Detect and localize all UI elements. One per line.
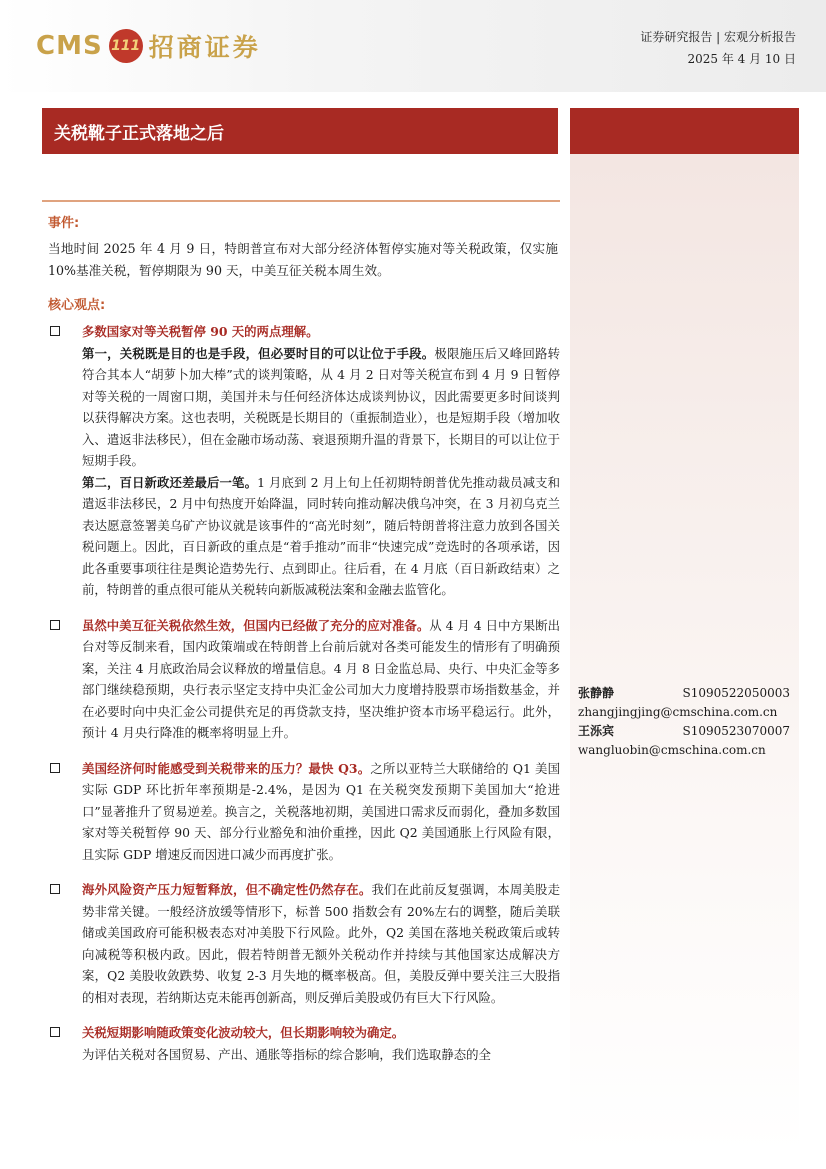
- report-type: 证券研究报告 | 宏观分析报告: [640, 30, 796, 44]
- event-label: 事件:: [48, 216, 80, 231]
- analyst-name: 王泺宾: [578, 724, 615, 738]
- point-heading: 关税短期影响随政策变化波动较大，但长期影响较为确定。: [82, 1025, 405, 1040]
- point-text: 1 月底到 2 月上旬上任初期特朗普优先推动裁员减支和遣返非法移民，2 月中旬热度开始降温，同时转向推动解决俄乌冲突，在 3 月初乌克兰表达愿意签署美乌矿产协议就是该事件的“高光时刻”，随后特朗普将注意力放到各国关税问题上。因此，百日新政的重点是“着手推动”而非“快速完成”竞选时的各项承诺，因此各重要事项往往是舆论造势先行、点到即止。往后看，在 4 月底（百日新政结束）之前，特朗普的重点很可能从关税转向新版减税法案和金融去监管化。: [82, 474, 560, 597]
- checkbox-bullet-icon: [50, 326, 60, 336]
- list-item: [48, 1022, 560, 1065]
- report-title: 关税靴子正式落地之后: [54, 123, 224, 144]
- checkbox-bullet-icon: [50, 620, 60, 630]
- analyst-email[interactable]: wangluobin@cmschina.com.cn: [578, 743, 766, 757]
- section-divider: [42, 200, 560, 202]
- core-label: 核心观点:: [48, 298, 106, 313]
- list-item: [48, 615, 560, 744]
- report-date: 2025 年 4 月 10 日: [687, 52, 796, 66]
- analyst-row: [578, 722, 790, 741]
- point-heading: 美国经济何时能感受到关税带来的压力？最快 Q3。: [82, 760, 371, 776]
- analyst-block: [578, 684, 790, 760]
- point-heading: 多数国家对等关税暂停 90 天的两点理解。: [82, 324, 319, 339]
- sidebar-header: [570, 108, 799, 154]
- logo-badge-icon: 111: [109, 29, 143, 63]
- analyst-id: S1090522050003: [682, 686, 790, 700]
- analyst-name: 张静静: [578, 686, 615, 700]
- analyst-id: S1090523070007: [682, 724, 790, 738]
- logo-cms-text: CMS: [36, 31, 103, 61]
- point-heading: 虽然中美互征关税依然生效，但国内已经做了充分的应对准备。: [82, 617, 430, 633]
- point-text: 我们在此前反复强调，本周美股走势非常关键。一般经济放缓等情形下，标普 500 指数会有 20%左右的调整，随后美联储或美国政府可能积极表态对冲美股下行风险。此外，Q2 美国在落地关税政策后或转向减税等积极内政。因此，假若特朗普无额外关税动作并持续与其他国家达成解决方案，Q2 美股收敛跌势、收复 2-3 月失地的概率极高。但，美股反弹中要关注三大股指的相对表现，若纳斯达克未能再创新高，则反弹后美股或仍有巨大下行风险。: [82, 882, 561, 1005]
- core-points: [48, 321, 560, 1079]
- brand-logo: [36, 24, 261, 68]
- point-lead: 第一，关税既是目的也是手段，但必要时目的可以让位于手段。: [82, 345, 435, 361]
- list-item: [48, 321, 560, 601]
- checkbox-bullet-icon: [50, 884, 60, 894]
- event-text: 当地时间 2025 年 4 月 9 日，特朗普宣布对大部分经济体暂停实施对等关税政策，仅实施 10%基准关税，暂停期限为 90 天，中美互征关税本周生效。: [48, 241, 558, 278]
- checkbox-bullet-icon: [50, 763, 60, 773]
- point-text: 为评估关税对各国贸易、产出、通胀等指标的综合影响，我们选取静态的全: [82, 1046, 491, 1062]
- point-lead: 第二，百日新政还差最后一笔。: [82, 474, 258, 490]
- list-item: [48, 758, 560, 866]
- point-text: 之所以亚特兰大联储给的 Q1 美国实际 GDP 环比折年率预期是-2.4%，是因为 Q1 在关税突发预期下美国加大“抢进口”显著推升了贸易逆差。换言之，关税落地初期，美国进口需求反而弱化，叠加多数国家对等关税暂停 90 天、部分行业豁免和油价重挫，因此 Q2 美国通胀上行风险有限，且实际 GDP 增速反而因进口减少而再度扩张。: [82, 760, 560, 862]
- analyst-row: [578, 684, 790, 703]
- analyst-email[interactable]: zhangjingjing@cmschina.com.cn: [578, 705, 778, 719]
- point-text: 从 4 月 4 日中方果断出台对等反制来看，国内政策端或在特朗普上台前后就对各类可能发生的情形有了明确预案，关注 4 月底政治局会议释放的增量信息。4 月 8 日金监总局、央行、中央汇金等多部门继续稳预期，央行表示坚定支持中央汇金公司加大力度增持股票市场指数基金，并在必要时向中央汇金公司提供充足的再贷款支持，坚决维护资本市场平稳运行。此外，预计 4 月央行降准的概率将明显上升。: [82, 617, 560, 740]
- point-text: 极限施压后又峰回路转符合其本人“胡萝卜加大棒”式的谈判策略，从 4 月 2 日对等关税宣布到 4 月 9 日暂停对等关税的一周窗口期，美国并未与任何经济体达成谈判协议，因此需要更多时间谈判以获得解决方案。这也表明，关税既是长期目的（重振制造业），也是短期手段（增加收入、遣返非法移民），但在金融市场动荡、衰退预期升温的背景下，长期目的可以让位于短期手段。: [82, 345, 561, 468]
- title-bar: [42, 108, 558, 154]
- point-heading: 海外风险资产压力短暂释放，但不确定性仍然存在。: [82, 882, 372, 897]
- sidebar-column: [570, 154, 799, 1154]
- checkbox-bullet-icon: [50, 1027, 60, 1037]
- list-item: [48, 879, 560, 1008]
- logo-cn-text: 招商证券: [148, 33, 261, 62]
